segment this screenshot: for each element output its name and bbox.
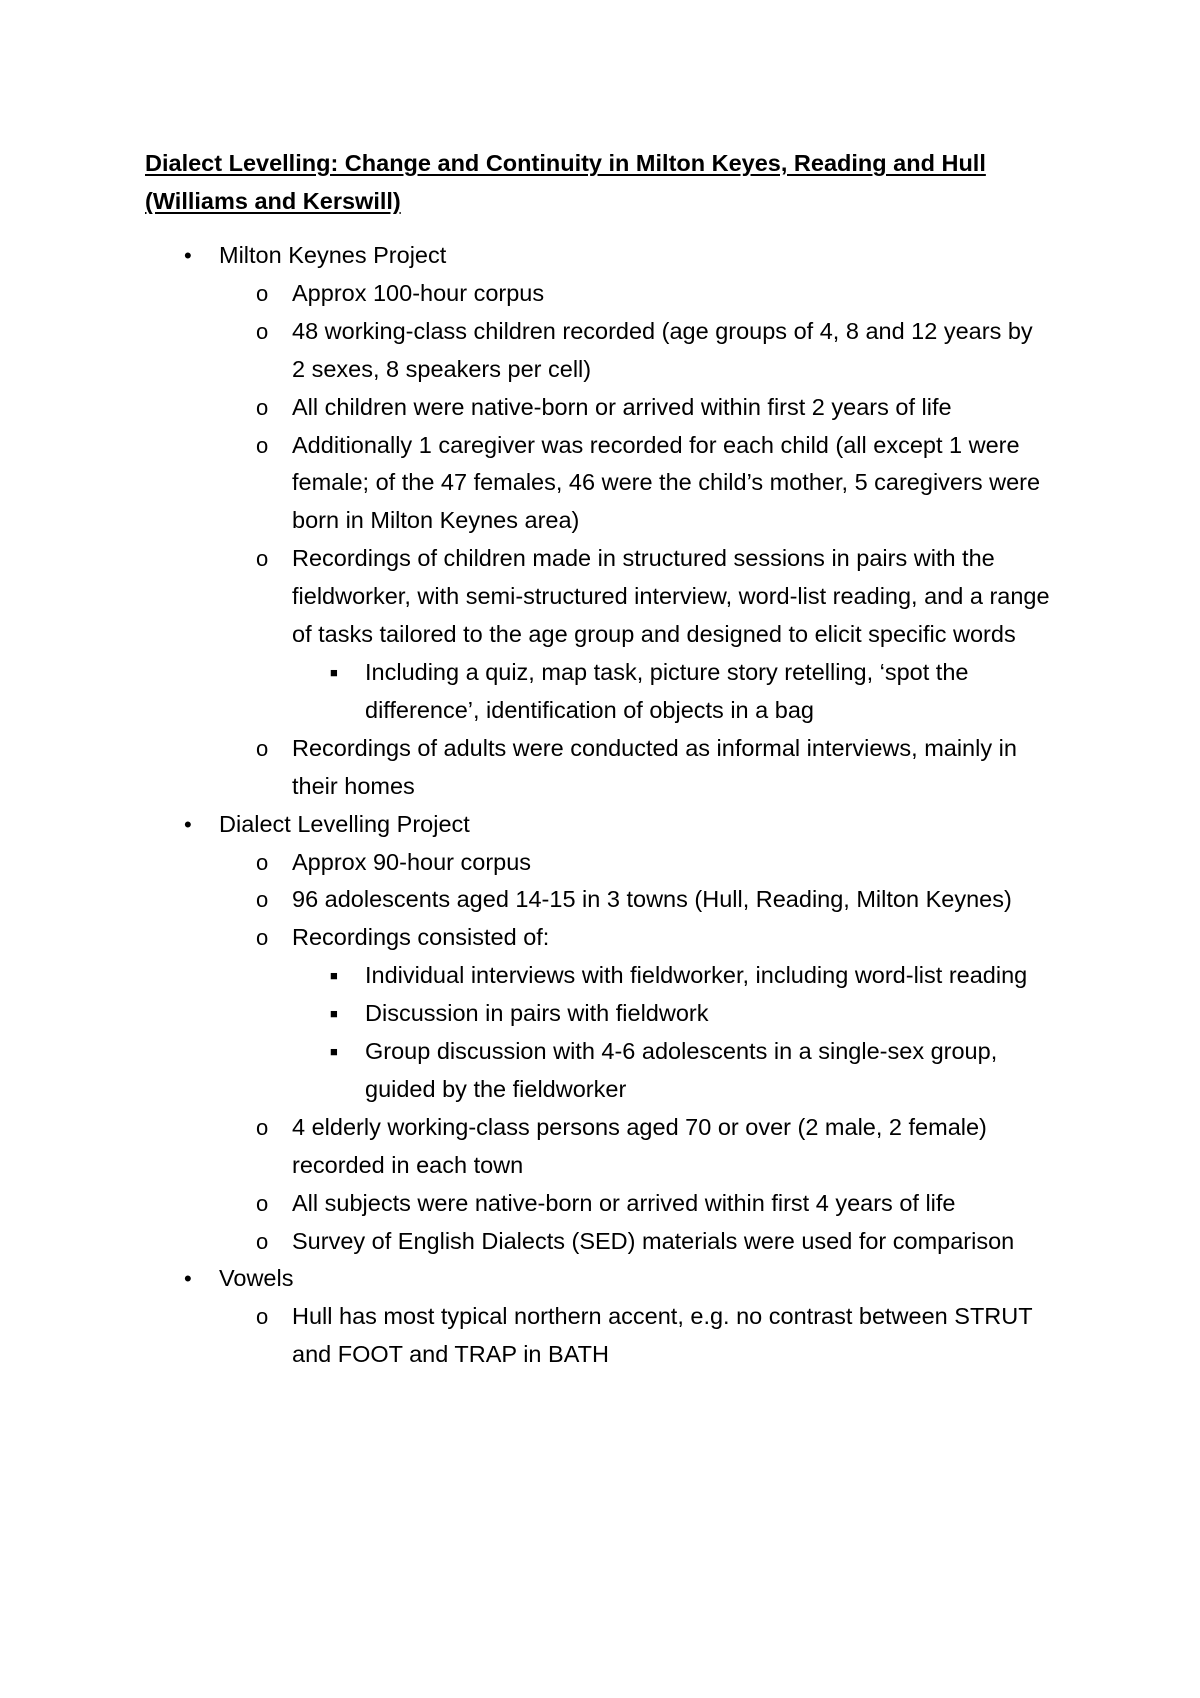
list-item xyxy=(0,844,1052,882)
notes-outline xyxy=(0,237,1200,1374)
list-item xyxy=(0,313,1052,389)
list-item xyxy=(0,919,1052,957)
circle-bullet-icon: o xyxy=(256,318,269,344)
section-heading-text: Vowels xyxy=(219,1265,294,1292)
list-item-text: 96 adolescents aged 14-15 in 3 towns (Hull, Reading, Milton Keynes) xyxy=(292,886,1012,913)
list-item-text: All subjects were native-born or arrived within first 4 years of life xyxy=(292,1189,956,1216)
sub-list-item xyxy=(0,995,1065,1033)
sub-list-item-text: Group discussion with 4-6 adolescents in a single-sex group, guided by the fieldworker xyxy=(365,1038,998,1102)
section-heading-text: Dialect Levelling Project xyxy=(219,810,470,837)
list-item xyxy=(0,540,1052,654)
circle-bullet-icon: o xyxy=(256,546,269,572)
section-heading-text: Milton Keynes Project xyxy=(219,242,447,268)
square-bullet-icon: ■ xyxy=(330,968,338,984)
square-bullet-icon: ■ xyxy=(330,1006,338,1022)
list-item-text: Recordings of adults were conducted as informal interviews, mainly in their homes xyxy=(292,734,1017,799)
sub-list-item-text: Individual interviews with fieldworker, including word-list reading xyxy=(365,962,1028,989)
sub-list-item-text: Discussion in pairs with fieldwork xyxy=(365,1000,709,1027)
circle-bullet-icon: o xyxy=(256,1228,269,1254)
list-item xyxy=(0,1109,1052,1185)
section-heading xyxy=(0,806,1200,844)
list-item xyxy=(0,389,1052,427)
circle-bullet-icon: o xyxy=(256,1304,269,1330)
list-item-text: Additionally 1 caregiver was recorded for each child (all except 1 were female; of the 47 females, 46 were the child’s mother, 5 caregivers were born in Milton Keynes area) xyxy=(292,431,1041,534)
list-item-text: All children were native-born or arrived within first 2 years of life xyxy=(292,393,952,420)
list-item xyxy=(0,1223,1052,1261)
section-heading xyxy=(0,1260,1200,1298)
document-title: Dialect Levelling: Change and Continuity in Milton Keyes, Reading and Hull (Williams and Kerswill) xyxy=(145,150,986,214)
circle-bullet-icon: o xyxy=(256,887,269,913)
list-item-text: Recordings consisted of: xyxy=(292,924,550,951)
bullet-icon: • xyxy=(184,811,192,837)
circle-bullet-icon: o xyxy=(256,925,269,951)
circle-bullet-icon: o xyxy=(256,394,269,420)
list-item-text: Recordings of children made in structured sessions in pairs with the fieldworker, with semi-structured interview, word-list reading, and a range of tasks tailored to the age group and designed to elicit specific words xyxy=(292,545,1050,648)
list-item-text: 4 elderly working-class persons aged 70 or over (2 male, 2 female) recorded in each town xyxy=(292,1113,987,1178)
circle-bullet-icon: o xyxy=(256,280,269,306)
list-item xyxy=(0,881,1052,919)
sub-list-item xyxy=(0,1033,1065,1109)
circle-bullet-icon: o xyxy=(256,849,269,875)
list-item xyxy=(0,275,1052,313)
list-item xyxy=(0,730,1052,806)
list-item-text: Hull has most typical northern accent, e.g. no contrast between STRUT and FOOT and TRAP in BATH xyxy=(292,1303,1033,1368)
circle-bullet-icon: o xyxy=(256,1114,269,1140)
circle-bullet-icon: o xyxy=(256,432,269,458)
list-item-text: Approx 90-hour corpus xyxy=(292,848,532,875)
list-item xyxy=(0,1185,1052,1223)
list-item-text: Approx 100-hour corpus xyxy=(292,279,545,306)
section-heading xyxy=(0,237,1200,275)
sub-list-item-text: Including a quiz, map task, picture story retelling, ‘spot the difference’, identification of objects in a bag xyxy=(365,658,969,723)
list-item-text: Survey of English Dialects (SED) materials were used for comparison xyxy=(292,1227,1015,1254)
square-bullet-icon: ■ xyxy=(330,664,338,680)
list-item xyxy=(0,427,1052,541)
sub-list-item xyxy=(0,957,1065,995)
list-item-text: 48 working-class children recorded (age groups of 4, 8 and 12 years by 2 sexes, 8 speakers per cell) xyxy=(292,317,1033,382)
sub-list-item xyxy=(0,654,1065,730)
bullet-icon: • xyxy=(184,1266,192,1292)
square-bullet-icon: ■ xyxy=(330,1044,338,1060)
circle-bullet-icon: o xyxy=(256,1190,269,1216)
circle-bullet-icon: o xyxy=(256,735,269,761)
bullet-icon: • xyxy=(184,243,192,268)
list-item xyxy=(0,1298,1052,1374)
